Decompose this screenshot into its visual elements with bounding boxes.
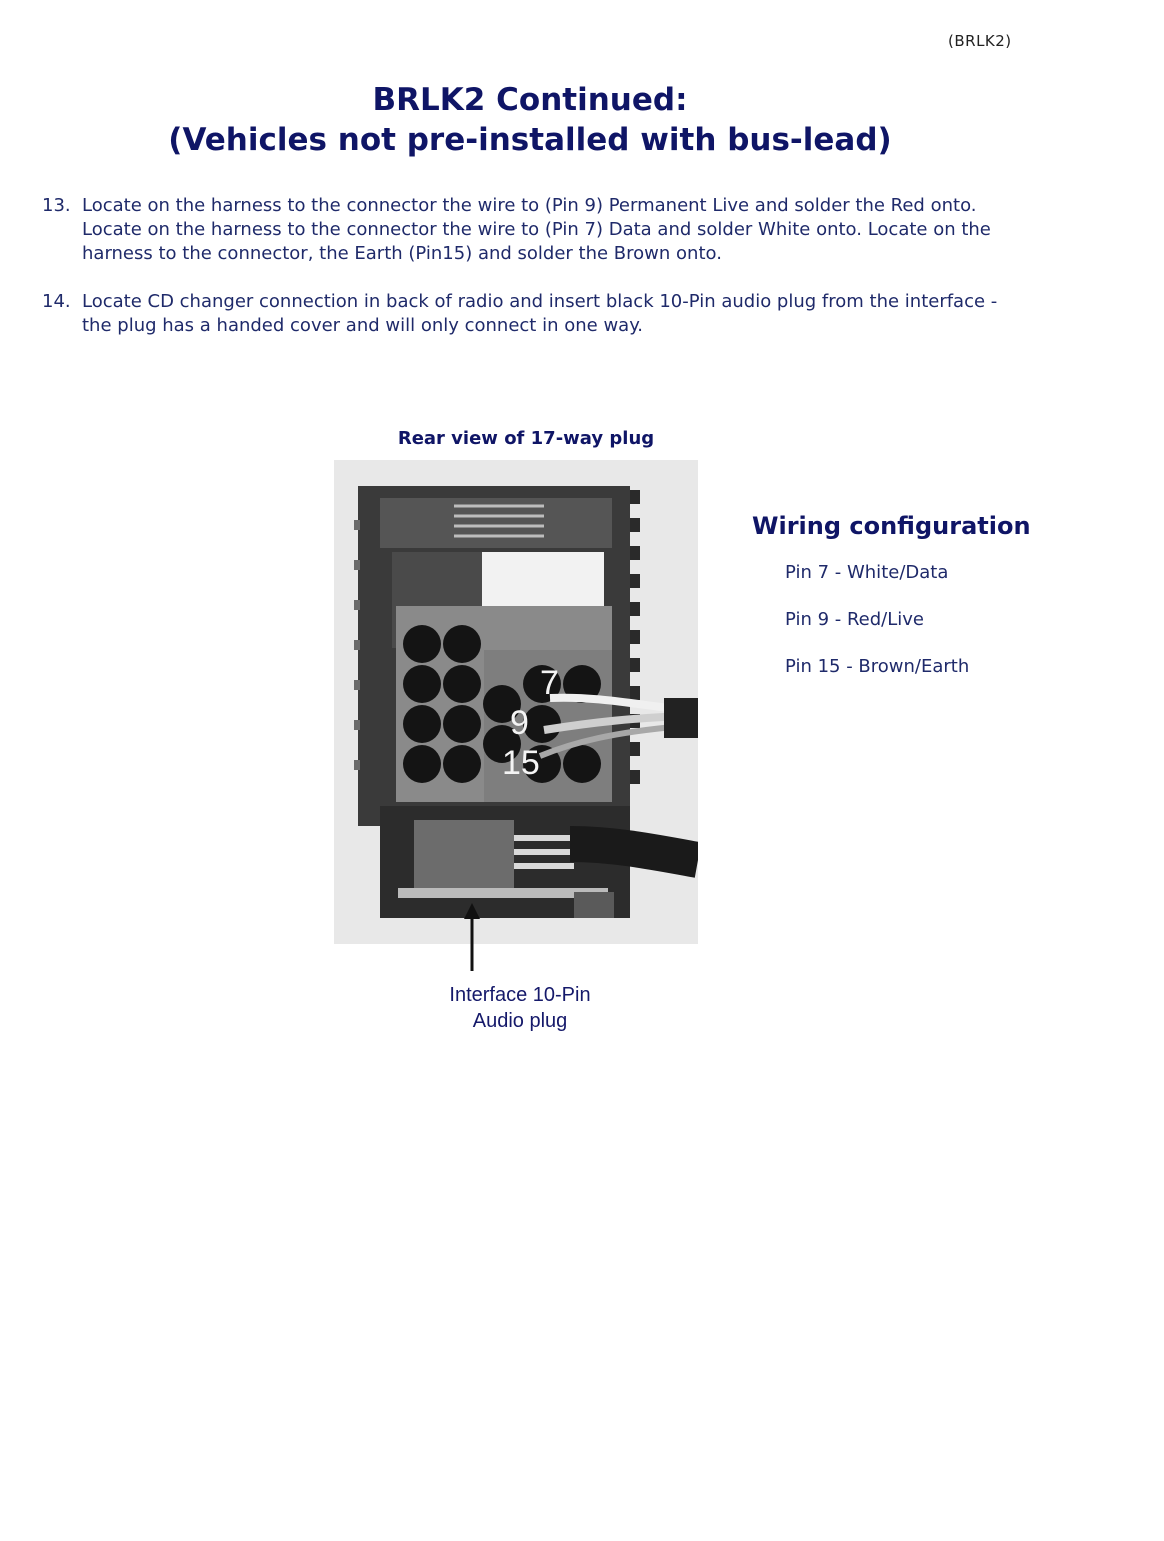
figure-caption: Rear view of 17-way plug [397,428,655,449]
pin-label-9: 9 [510,704,529,742]
instruction-steps [42,194,1042,362]
wiring-title: Wiring configuration [752,512,1031,540]
arrow-caption [420,982,620,1034]
page-title [0,80,1060,160]
plug-photo [334,460,698,944]
pin-label-15: 15 [502,744,540,782]
step-14 [42,290,1042,338]
step-number: 13. [42,195,71,216]
pin-label-7: 7 [540,664,559,702]
plug-illustration [334,460,698,944]
step-text: Locate on the harness to the connector the wire to (Pin 9) Permanent Live and solder the Red onto. Locate on the harness to the connector the wire to (Pin 7) Data and solder White onto. Locate on the harness to the connector, the Earth (Pin15) and solder the Brown onto. [82,195,991,264]
arrow-caption-line-1: Interface 10-Pin [449,984,591,1006]
arrow-up-icon [460,903,484,973]
title-line-1: BRLK2 Continued: [372,82,688,118]
wiring-item-pin-7: Pin 7 - White/Data [785,562,949,583]
step-text: Locate CD changer connection in back of radio and insert black 10-Pin audio plug from the interface - the plug has a handed cover and will only connect in one way. [82,291,998,336]
title-line-2: (Vehicles not pre-installed with bus-lead) [168,122,892,158]
wiring-list [752,562,1152,677]
document-ref-code: (BRLK2) [948,32,1012,50]
wiring-configuration [752,512,1152,703]
arrow-caption-line-2: Audio plug [472,1010,568,1032]
step-13 [42,194,1042,266]
wiring-item-pin-9: Pin 9 - Red/Live [785,609,924,630]
wiring-item-pin-15: Pin 15 - Brown/Earth [785,656,970,677]
step-number: 14. [42,291,71,312]
